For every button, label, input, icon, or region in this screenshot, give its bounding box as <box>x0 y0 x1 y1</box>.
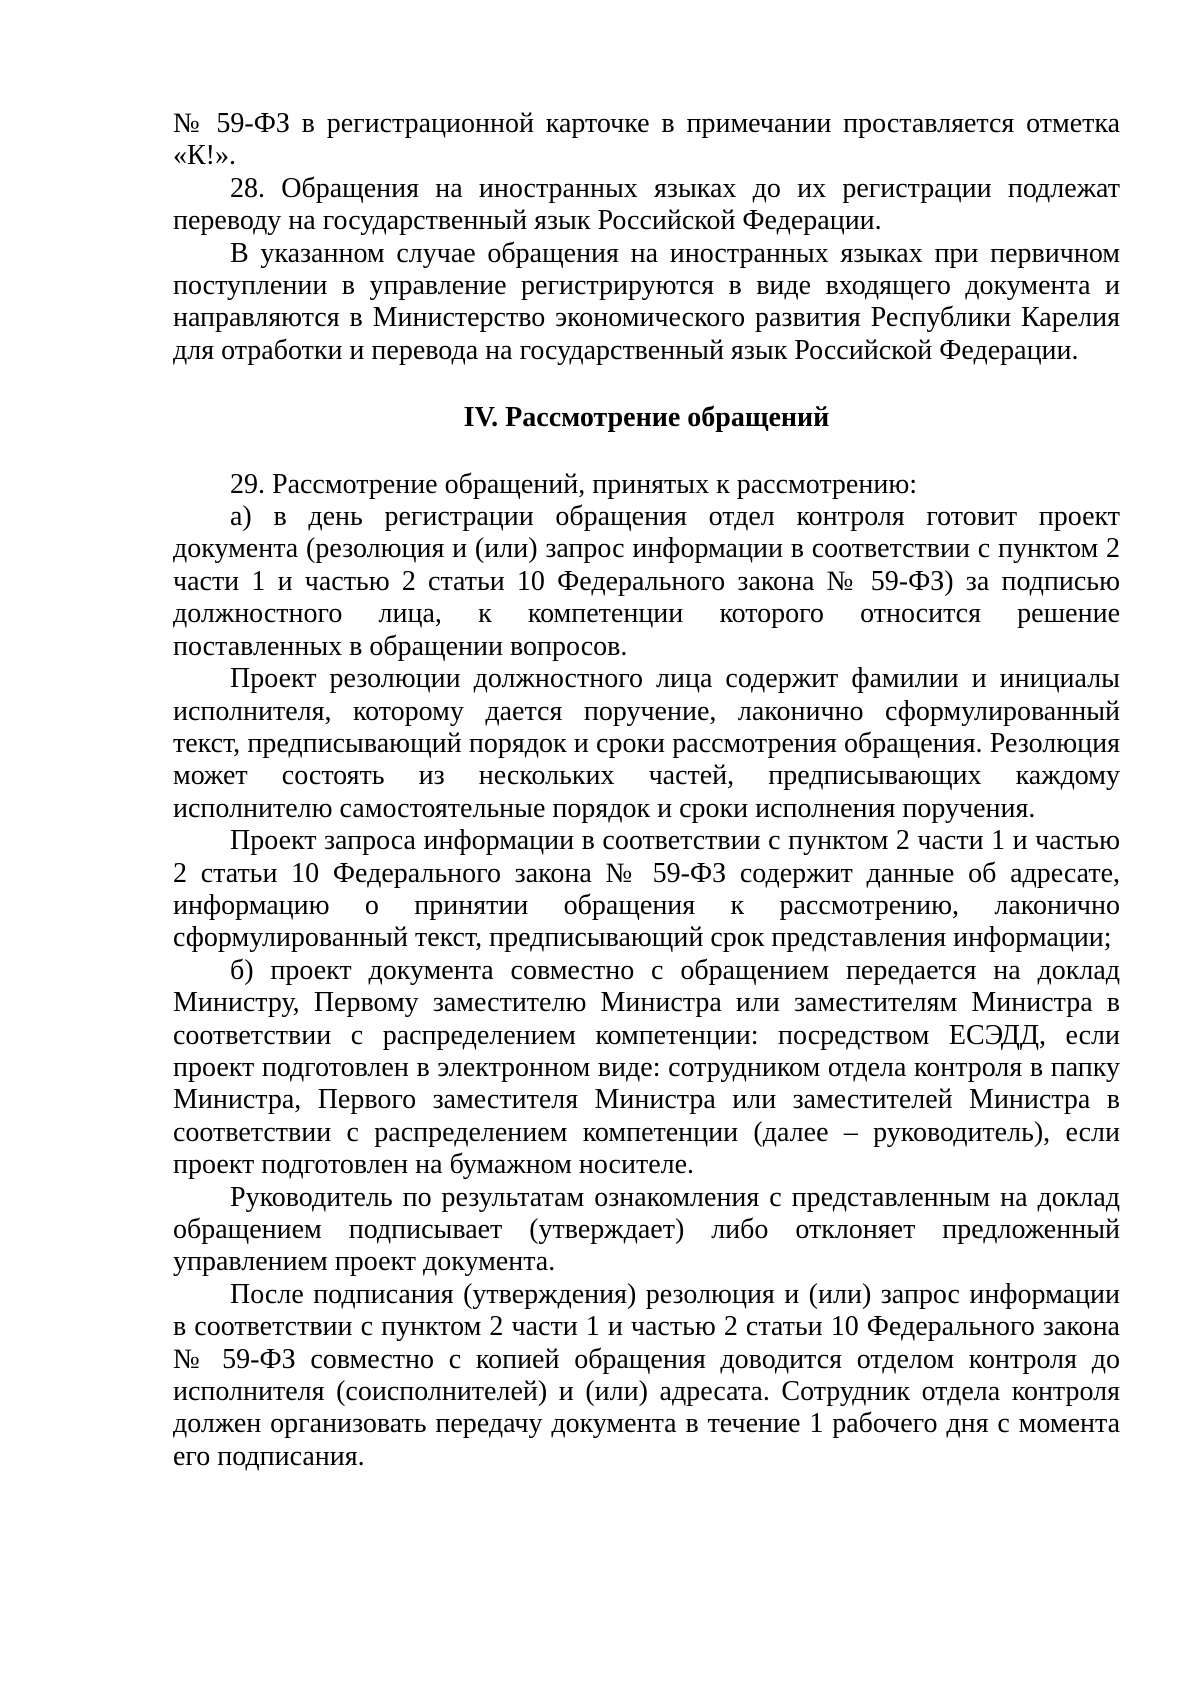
paragraph-after-signing: После подписания (утверждения) резолюция и (или) запрос информации в соответствии с пунктом 2 части 1 и частью 2 статьи 10 Федерального закона № 59-ФЗ совместно с копией обращения доводится отделом контроля до исполнителя (соисполнителей) и (или) адресата. Сотрудник отдела контроля должен организовать передачу документа в течение 1 рабочего дня с момента его подписания. <box>173 1278 1120 1472</box>
paragraph-29-a: а) в день регистрации обращения отдел контроля готовит проект документа (резолюция и (или) запрос информации в соответствии с пунктом 2 части 1 и частью 2 статьи 10 Федерального закона № 59-ФЗ) за подписью должностного лица, к компетенции которого относится решение поставленных в обращении вопросов. <box>173 501 1120 662</box>
paragraph-continuation: № 59-ФЗ в регистрационной карточке в примечании проставляется отметка «К!». <box>173 108 1120 172</box>
paragraph-29-b: б) проект документа совместно с обращением передается на доклад Министру, Первому заместителю Министра или заместителям Министра в соответствии с распределением компетенции: посредством ЕСЭДД, если проект подготовлен в электронном виде: сотрудником отдела контроля в папку Министра, Первого заместителя Министра или заместителей Министра в соответствии с распределением компетенции (далее – руководитель), если проект подготовлен на бумажном носителе. <box>173 954 1120 1181</box>
paragraph-foreign-languages: В указанном случае обращения на иностранных языках при первичном поступлении в управление регистрируются в виде входящего документа и направляются в Министерство экономического развития Республики Карелия для отработки и перевода на государственный язык Российской Федерации. <box>173 237 1120 366</box>
section-heading: IV. Рассмотрение обращений <box>463 402 830 434</box>
paragraph-manager-review: Руководитель по результатам ознакомления с представленным на доклад обращением подписывает (утверждает) либо отклоняет предложенный управлением проект документа. <box>173 1181 1120 1278</box>
document-page <box>173 108 1120 1473</box>
paragraph-29: 29. Рассмотрение обращений, принятых к рассмотрению: <box>230 468 918 500</box>
paragraph-resolution-draft: Проект резолюции должностного лица содержит фамилии и инициалы исполнителя, которому дается поручение, лаконично сформулированный текст, предписывающий порядок и сроки рассмотрения обращения. Резолюция может состоять из нескольких частей, предписывающих каждому исполнителю самостоятельные порядок и сроки исполнения поручения. <box>173 663 1120 824</box>
paragraph-28: 28. Обращения на иностранных языках до их регистрации подлежат переводу на государственный язык Российской Федерации. <box>173 172 1120 237</box>
paragraph-info-request-draft: Проект запроса информации в соответствии с пунктом 2 части 1 и частью 2 статьи 10 Федерального закона № 59-ФЗ содержит данные об адресате, информацию о принятии обращения к рассмотрению, лаконично сформулированный текст, предписывающий срок представления информации; <box>173 825 1120 954</box>
